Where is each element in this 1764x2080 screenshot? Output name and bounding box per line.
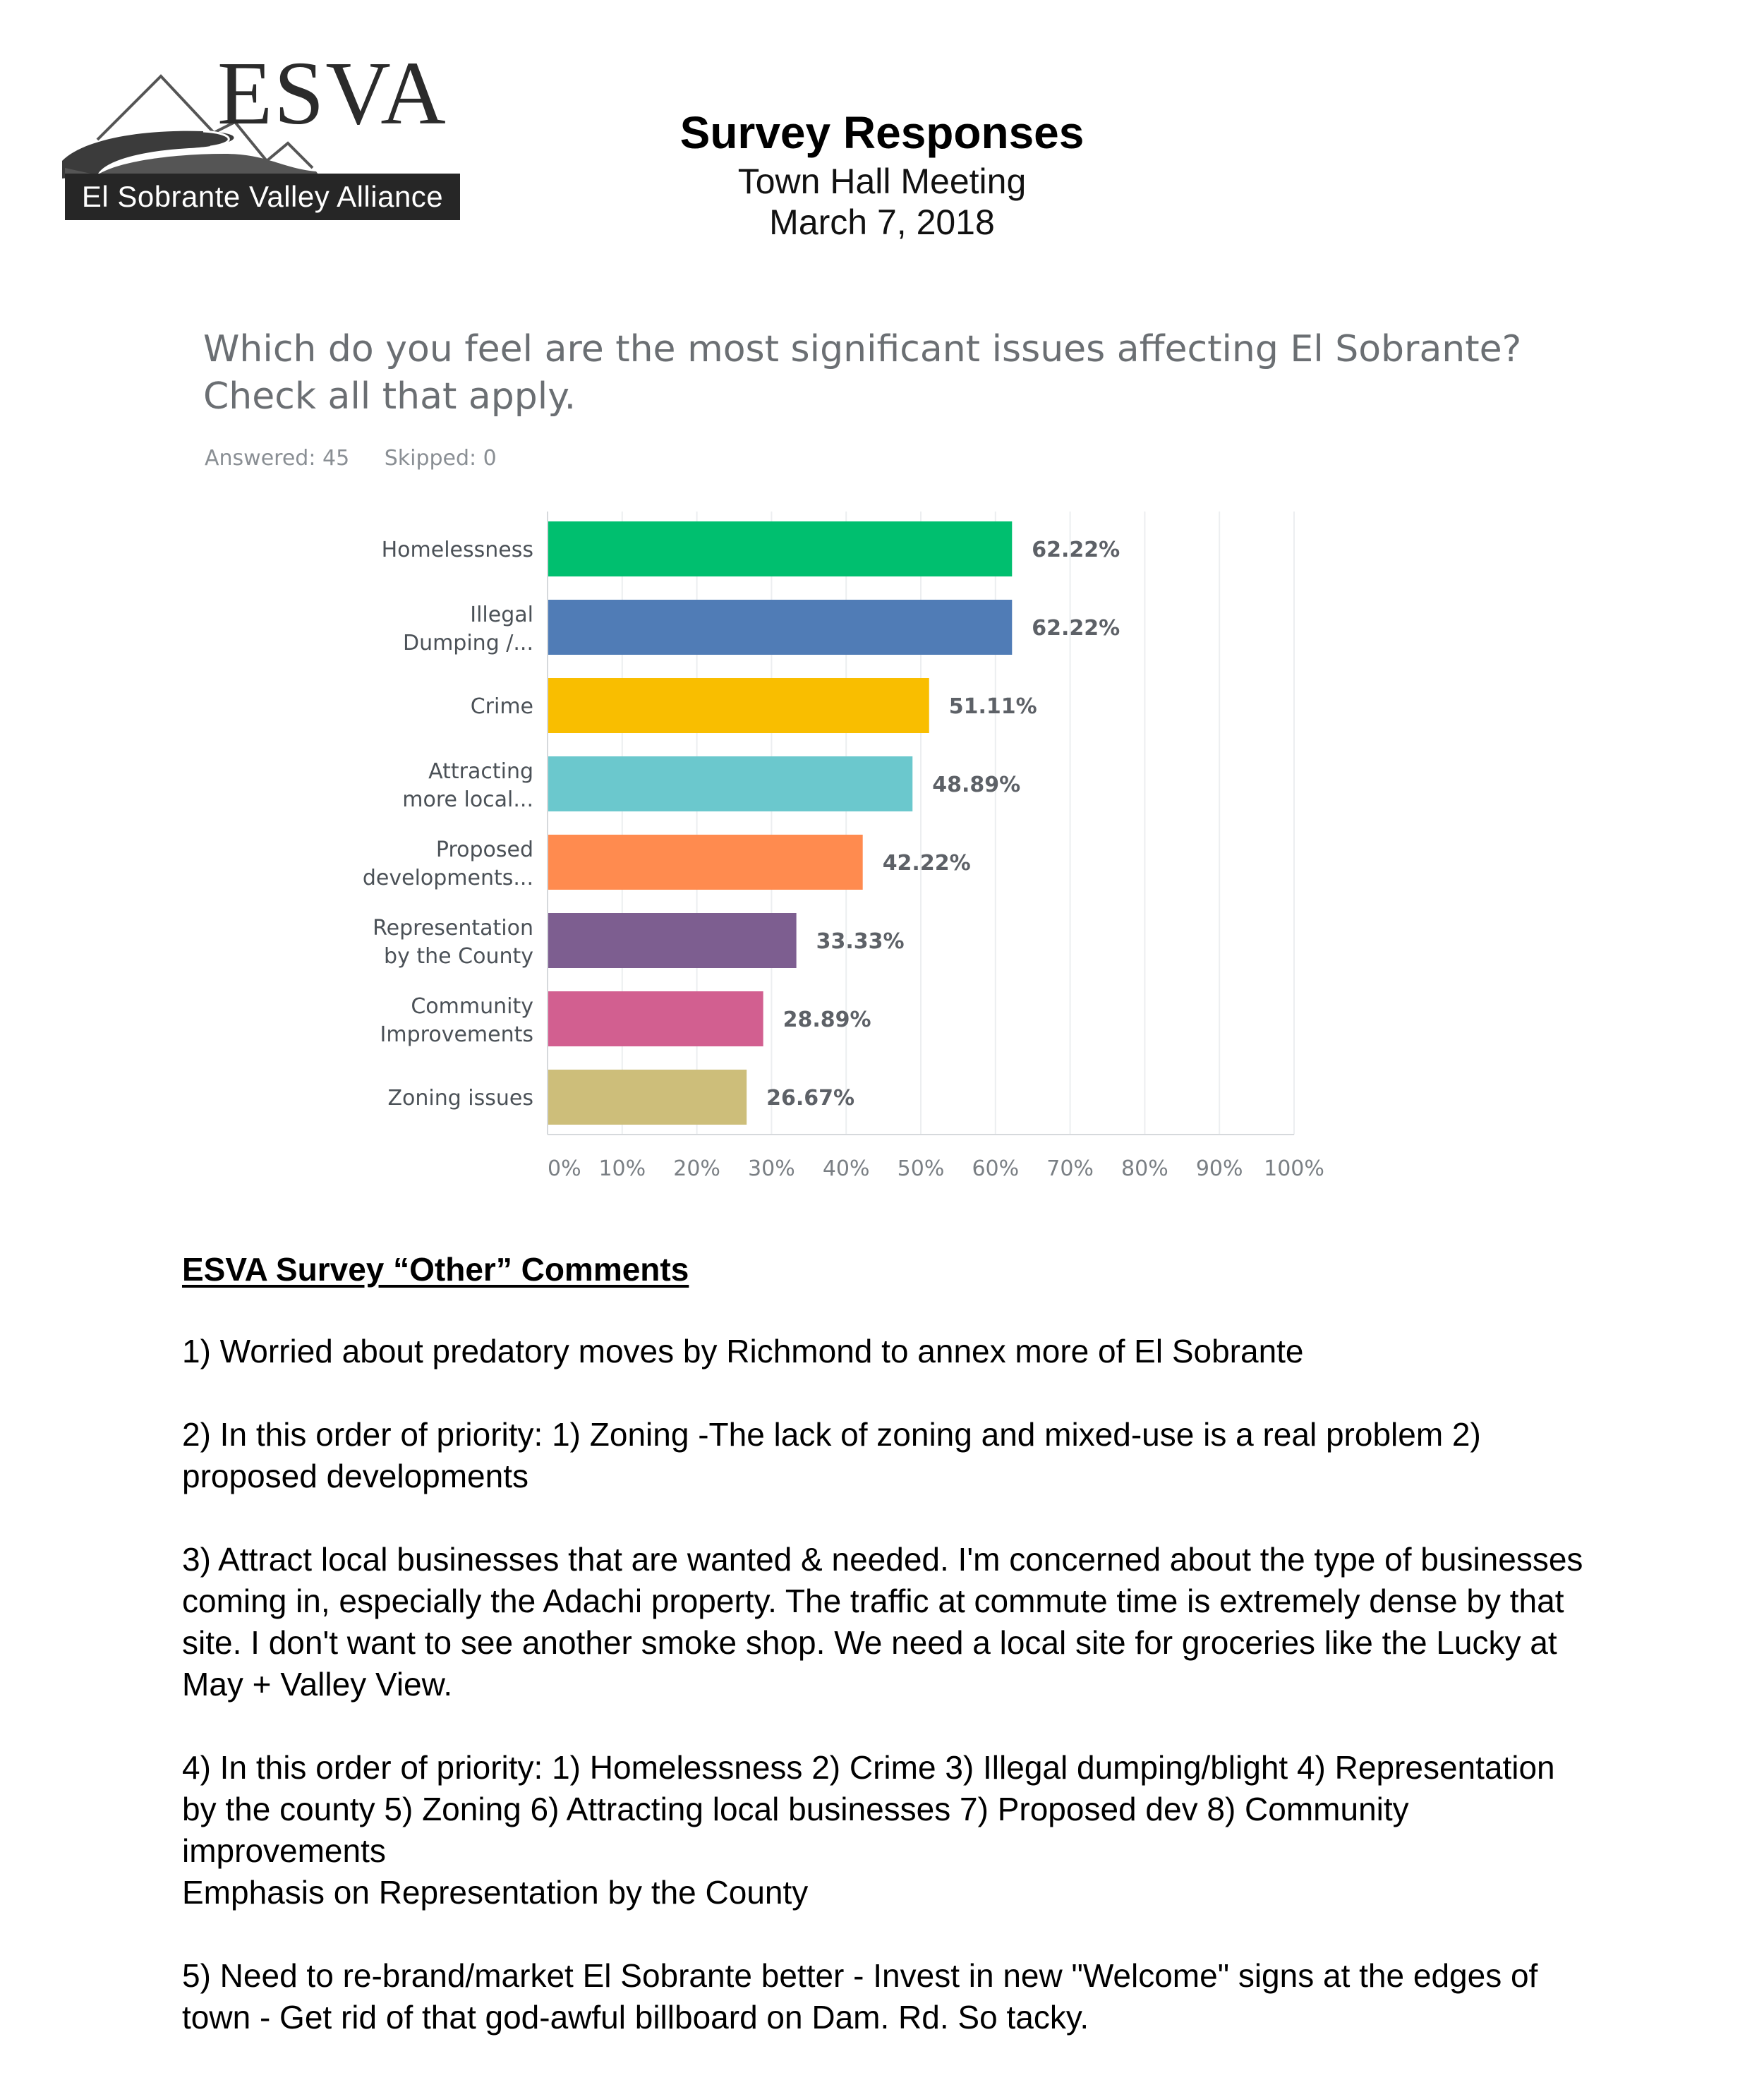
comment-item-4-emphasis: Emphasis on Representation by the County — [182, 1874, 809, 1911]
comment-item-2: 2) In this order of priority: 1) Zoning -The lack of zoning and mixed-use is a real problem 2) proposed developments — [182, 1416, 1481, 1494]
comment-item-4-block — [182, 1747, 1593, 1913]
category-label-2-line-1: Illegal — [470, 603, 533, 627]
comment-item-1: 1) Worried about predatory moves by Richmond to annex more of El Sobrante — [182, 1333, 1304, 1369]
comment-item-3: 3) Attract local businesses that are wanted & needed. I'm concerned about the type of businesses coming in, especially the Adachi property. The traffic at commute time is extremely dense by that site. I don't want to see another smoke shop. We need a local site for groceries like the Lucky at May + Valley View. — [182, 1541, 1583, 1703]
x-tick-label-10: 100% — [1264, 1156, 1324, 1181]
bar-5 — [548, 835, 863, 890]
value-label-3: 51.11% — [948, 694, 1037, 719]
category-label-7-line-1: Community — [411, 994, 533, 1019]
category-label-1 — [382, 538, 533, 562]
x-tick-label-5: 50% — [897, 1156, 945, 1181]
x-tick-label-9: 90% — [1195, 1156, 1243, 1181]
x-tick-label-7: 70% — [1046, 1156, 1094, 1181]
comment-item-4: 4) In this order of priority: 1) Homelessness 2) Crime 3) Illegal dumping/blight 4) Representation by the county 5) Zoning 6) Attracting local businesses 7) Proposed dev 8) Community improvements — [182, 1749, 1555, 1869]
bar-3 — [548, 678, 929, 733]
bar-4 — [548, 756, 912, 811]
x-tick-label-0: 0% — [548, 1156, 581, 1181]
value-label-1: 62.22% — [1032, 538, 1120, 562]
category-label-8-line-1: Zoning issues — [387, 1086, 533, 1111]
document-date: March 7, 2018 — [769, 202, 995, 242]
category-label-4-line-1: Attracting — [428, 759, 533, 784]
answered-count: Answered: 45 — [205, 446, 350, 471]
category-label-5 — [363, 838, 533, 890]
bar-6 — [548, 913, 797, 968]
value-label-6: 33.33% — [816, 929, 905, 954]
category-label-4-line-2: more local... — [402, 787, 533, 812]
bar-1 — [548, 521, 1012, 576]
logo-banner: El Sobrante Valley Alliance — [65, 174, 460, 220]
bar-2 — [548, 600, 1012, 655]
question-line-2: Check all that apply. — [203, 375, 576, 418]
value-label-7: 28.89% — [783, 1008, 871, 1032]
category-label-3-line-1: Crime — [470, 694, 533, 719]
x-tick-label-3: 30% — [748, 1156, 795, 1181]
category-label-5-line-2: developments... — [362, 866, 533, 890]
logo-title: ESVA — [217, 43, 447, 143]
question-line-1: Which do you feel are the most significant issues affecting El Sobrante? — [203, 328, 1522, 370]
x-tick-label-1: 10% — [598, 1156, 646, 1181]
document-title: Survey Responses — [679, 107, 1085, 158]
value-label-4: 48.89% — [932, 773, 1021, 797]
document-subtitle: Town Hall Meeting — [737, 162, 1027, 201]
category-label-5-line-1: Proposed — [435, 838, 533, 862]
category-label-7 — [380, 994, 533, 1047]
category-label-2-line-2: Dumping /... — [402, 631, 533, 655]
comment-item-5: 5) Need to re-brand/market El Sobrante better - Invest in new "Welcome" signs at the edges of town - Get rid of that god-awful billboard on Dam. Rd. So tacky. — [182, 1957, 1538, 2036]
x-tick-label-2: 20% — [673, 1156, 720, 1181]
bar-8 — [548, 1070, 747, 1125]
comments-list — [182, 1331, 1593, 2080]
category-label-6-line-1: Representation — [373, 916, 533, 941]
value-label-8: 26.67% — [766, 1086, 855, 1111]
x-tick-label-6: 60% — [972, 1156, 1020, 1181]
category-label-6-line-2: by the County — [384, 944, 533, 969]
category-label-1-line-1: Homelessness — [381, 538, 533, 562]
category-label-2 — [403, 603, 533, 655]
category-label-3 — [471, 694, 533, 719]
x-tick-label-4: 40% — [822, 1156, 870, 1181]
comments-heading: ESVA Survey “Other” Comments — [182, 1251, 689, 1288]
category-label-7-line-2: Improvements — [380, 1022, 533, 1047]
value-label-2: 62.22% — [1032, 616, 1120, 641]
value-label-5: 42.22% — [882, 851, 971, 876]
category-label-8 — [387, 1086, 533, 1111]
x-tick-label-8: 80% — [1121, 1156, 1168, 1181]
skipped-count: Skipped: 0 — [384, 446, 497, 471]
category-label-6 — [373, 916, 533, 969]
category-label-4 — [402, 759, 533, 812]
bar-7 — [548, 991, 763, 1046]
